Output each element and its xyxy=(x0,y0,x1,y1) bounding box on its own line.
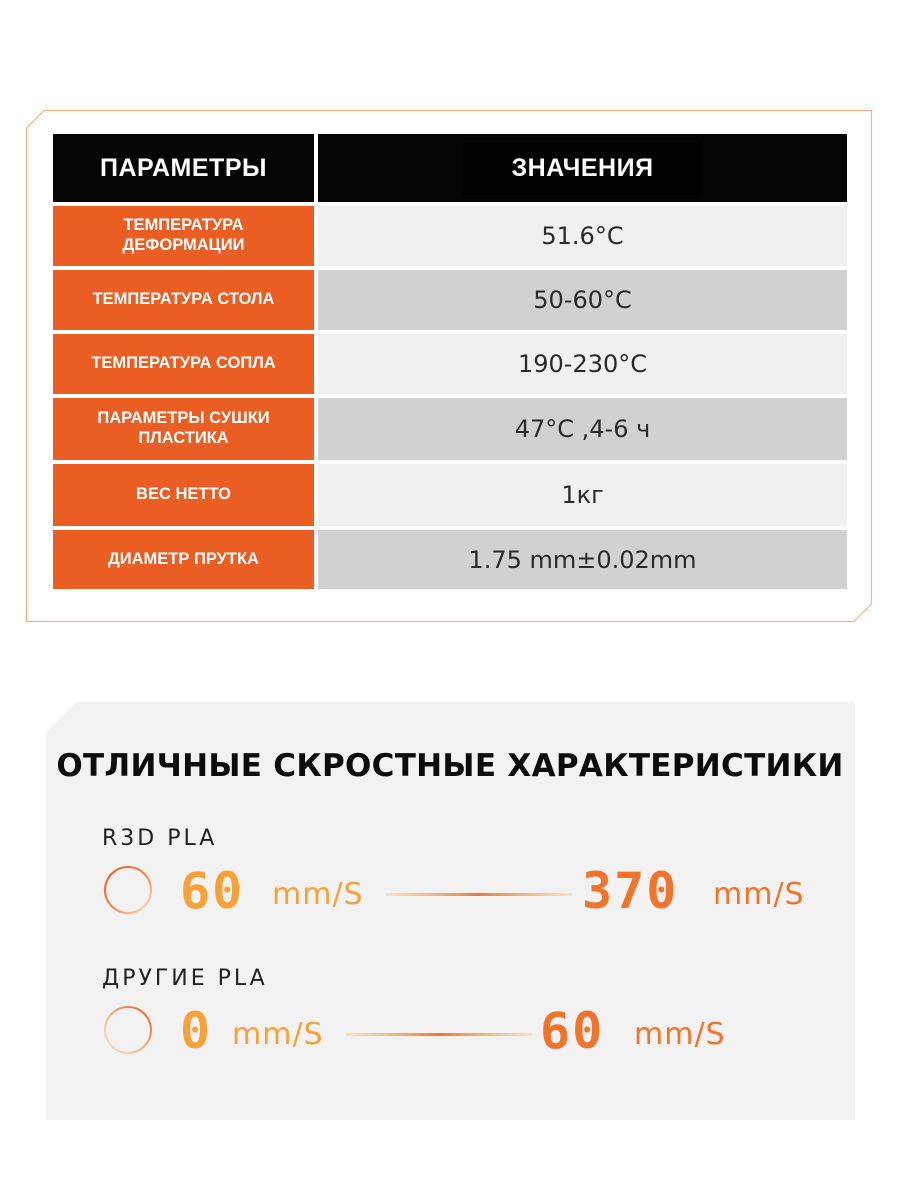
table-row xyxy=(53,206,847,266)
value-cell: 47°C ,4-6 ч xyxy=(318,398,847,460)
header-params: ПАРАМЕТРЫ xyxy=(53,134,314,202)
speed-range-line xyxy=(386,893,572,896)
speed-ring-icon xyxy=(102,1004,154,1056)
speed-title: ОТЛИЧНЫЕ СКРОСТНЫЕ ХАРАКТЕРИСТИКИ xyxy=(56,748,844,784)
value-cell: 1.75 mm±0.02mm xyxy=(318,530,847,589)
other-speed-to-unit: mm/S xyxy=(634,1017,726,1052)
r3d-speed-to-unit: mm/S xyxy=(713,877,805,912)
r3d-speed-from-unit: mm/S xyxy=(272,877,364,912)
specs-table xyxy=(53,134,847,593)
speed-ring-icon xyxy=(102,864,154,916)
param-cell: ПАРАМЕТРЫ СУШКИ ПЛАСТИКА xyxy=(53,398,314,460)
param-cell: ТЕМПЕРАТУРА СТОЛА xyxy=(53,270,314,330)
value-cell: 51.6°C xyxy=(318,206,847,266)
param-cell: ВЕС НЕТТО xyxy=(53,464,314,526)
table-row xyxy=(53,398,847,460)
table-row xyxy=(53,530,847,589)
table-row xyxy=(53,270,847,330)
value-cell: 1кг xyxy=(318,464,847,526)
value-cell: 190-230°C xyxy=(318,334,847,394)
table-row xyxy=(53,334,847,394)
param-cell: ТЕМПЕРАТУРА СОПЛА xyxy=(53,334,314,394)
r3d-speed-from: 60 xyxy=(180,862,245,920)
header-values-cell xyxy=(318,134,847,202)
param-cell: ТЕМПЕРАТУРА ДЕФОРМАЦИИ xyxy=(53,206,314,266)
header-values: ЗНАЧЕНИЯ xyxy=(463,142,701,195)
value-cell: 50-60°C xyxy=(318,270,847,330)
other-speed-from: 0 xyxy=(180,1002,213,1060)
speed-range-line xyxy=(346,1033,532,1036)
table-header-row xyxy=(53,134,847,202)
table-row xyxy=(53,464,847,526)
r3d-label: R3D PLA xyxy=(102,826,218,851)
other-speed-to: 60 xyxy=(540,1002,605,1060)
param-cell: ДИАМЕТР ПРУТКА xyxy=(53,530,314,589)
other-label: ДРУГИЕ PLA xyxy=(102,966,268,991)
other-speed-from-unit: mm/S xyxy=(232,1017,324,1052)
r3d-speed-to: 370 xyxy=(582,862,679,920)
